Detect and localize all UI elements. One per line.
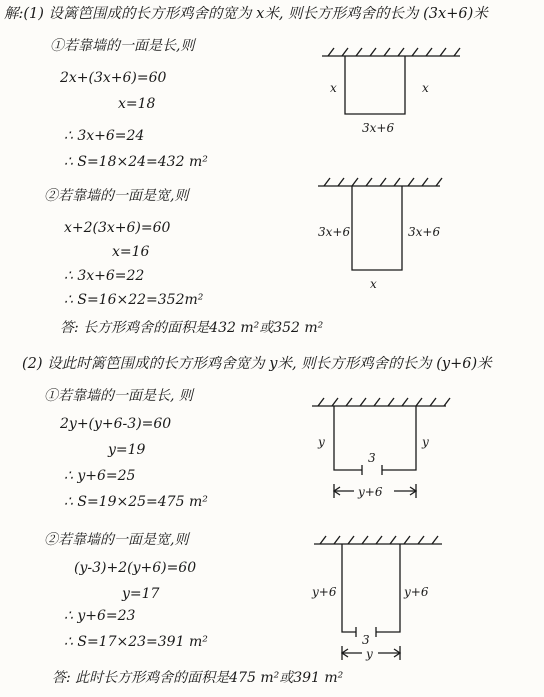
part1-caseA-line-4: ∴ S=18×24=432 m² xyxy=(64,154,208,170)
part2-caseB-line-1: (y-3)+2(y+6)=60 xyxy=(74,560,197,576)
part1-intro: 解:(1) 设篱笆围成的长方形鸡舍的宽为 x米, 则长方形鸡舍的长为 (3x+6)米 xyxy=(4,6,488,22)
part1-answer: 答: 长方形鸡舍的面积是432 m²或352 m² xyxy=(60,320,324,336)
fig4-label-bottom: y xyxy=(366,647,373,661)
part1-caseA-line-3: ∴ 3x+6=24 xyxy=(64,128,145,144)
fig4-fence-right xyxy=(376,544,400,632)
part2-caseA-line-3: ∴ y+6=25 xyxy=(64,468,136,484)
part1-caseA-line-2: x=18 xyxy=(118,96,156,112)
fig1-label-left: x xyxy=(330,81,337,95)
fig4-label-left: y+6 xyxy=(312,585,337,599)
fig1-label-right: x xyxy=(422,81,429,95)
fig1-fence xyxy=(345,56,405,114)
part2-caseA-line-1: 2y+(y+6-3)=60 xyxy=(60,416,172,432)
part2-caseB-heading: ②若靠墙的一面是宽,则 xyxy=(44,532,189,548)
fig1-label-bottom: 3x+6 xyxy=(362,121,395,135)
figure-4 xyxy=(311,536,442,661)
part2-caseA-line-4: ∴ S=19×25=475 m² xyxy=(64,494,208,510)
part1-caseB-heading: ②若靠墙的一面是宽,则 xyxy=(44,188,189,204)
part1-caseB-line-4: ∴ S=16×22=352m² xyxy=(64,292,204,308)
fig3-wall-hatch xyxy=(318,398,450,406)
fig3-label-bottom: y+6 xyxy=(358,485,383,499)
part2-caseB-line-3: ∴ y+6=23 xyxy=(64,608,136,624)
part1-caseB-line-1: x+2(3x+6)=60 xyxy=(64,220,171,236)
fig3-fence-right xyxy=(382,406,416,470)
fig2-label-left: 3x+6 xyxy=(318,225,351,239)
part1-caseA-heading: ①若靠墙的一面是长,则 xyxy=(50,38,195,54)
part2-caseA-heading: ①若靠墙的一面是长, 则 xyxy=(44,388,193,404)
part1-caseA-line-1: 2x+(3x+6)=60 xyxy=(60,70,167,86)
fig4-fence-left xyxy=(342,544,356,632)
fig3-label-right: y xyxy=(422,435,429,449)
fig2-label-right: 3x+6 xyxy=(408,225,441,239)
fig1-wall-hatch xyxy=(328,48,460,56)
part2-answer: 答: 此时长方形鸡舍的面积是475 m²或391 m² xyxy=(52,670,344,686)
fig4-label-right: y+6 xyxy=(404,585,429,599)
part2-caseB-line-2: y=17 xyxy=(122,586,160,602)
figure-3 xyxy=(312,398,450,499)
fig4-label-gap: 3 xyxy=(362,633,370,647)
fig3-label-left: y xyxy=(318,435,325,449)
part2-caseB-line-4: ∴ S=17×23=391 m² xyxy=(64,634,208,650)
fig2-label-bottom: x xyxy=(370,277,377,291)
fig2-wall-hatch xyxy=(324,178,442,186)
part2-intro: (2) 设此时篱笆围成的长方形鸡舍宽为 y米, 则长方形鸡舍的长为 (y+6)米 xyxy=(22,356,492,372)
part2-caseA-line-2: y=19 xyxy=(108,442,146,458)
fig3-fence-left xyxy=(334,406,362,470)
part1-caseB-line-2: x=16 xyxy=(112,244,150,260)
figure-2 xyxy=(318,178,442,291)
fig4-wall-hatch xyxy=(320,536,438,544)
fig2-fence xyxy=(352,186,402,270)
fig3-label-gap: 3 xyxy=(368,451,376,465)
part1-caseB-line-3: ∴ 3x+6=22 xyxy=(64,268,145,284)
figure-1 xyxy=(322,48,460,135)
